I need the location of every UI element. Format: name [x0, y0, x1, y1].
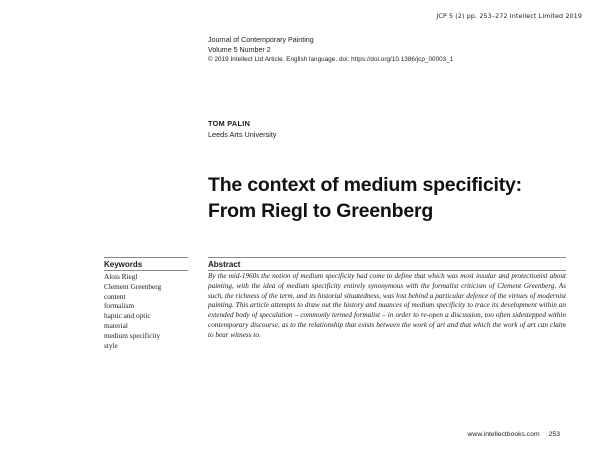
publisher-url: www.intellectbooks.com: [467, 431, 540, 438]
page-footer: [468, 431, 561, 438]
abstract-heading: Abstract: [208, 260, 241, 269]
running-head: JCP 5 (2) pp. 253–272 Intellect Limited 2019: [436, 12, 582, 20]
copyright-doi: © 2019 Intellect Ltd Article. English language. doi: https://doi.org/10.1386/jcp_00003_1: [208, 56, 454, 63]
journal-volume: Volume 5 Number 2: [208, 46, 271, 54]
keyword-item: formalism: [104, 301, 134, 311]
keyword-item: haptic and optic: [104, 311, 151, 321]
author-name: TOM PALIN: [208, 119, 251, 128]
keyword-item: Alois Riegl: [104, 272, 138, 281]
journal-info: [208, 35, 453, 65]
keywords-list: [104, 272, 161, 350]
abstract-text: By the mid-1960s the notion of medium specificity had come to define that which was most insular and protectionist about painting, with the idea of medium specificity entirely synonymous with the formalist criticism of Clement Greenberg. As such, the richness of the term, and its historial situatedness, was lost behind a particular defence of the virtues of modernist painting. This article attempts to draw out the history and nuances of medium specificity to trace its development within an extended body of speculation – commonly termed formalist – in order to re-open a discussion, too often sidestepped within contemporary discourse, as to the relationship that exists between the work of art and that which the work of art can claim to bear witness to.: [208, 272, 566, 339]
abstract-rule: [208, 257, 566, 258]
keywords-heading: Keywords: [104, 260, 143, 269]
keyword-item: Clement Greenberg: [104, 281, 162, 291]
page-number: 253: [548, 431, 560, 438]
keyword-item: material: [104, 320, 128, 330]
article-title: [208, 172, 522, 224]
title-line-2: From Riegl to Greenberg: [208, 200, 434, 222]
keywords-rule: [104, 257, 188, 258]
keywords-underline: [104, 270, 188, 271]
keyword-item: content: [104, 291, 126, 301]
author-block: [208, 118, 277, 140]
author-affiliation: Leeds Arts University: [208, 130, 277, 139]
title-line-1: The context of medium specificity:: [208, 174, 522, 196]
journal-name: Journal of Contemporary Painting: [208, 36, 314, 44]
keyword-item: style: [104, 340, 118, 350]
keyword-item: medium specificity: [104, 330, 161, 340]
abstract-underline: [208, 270, 566, 271]
